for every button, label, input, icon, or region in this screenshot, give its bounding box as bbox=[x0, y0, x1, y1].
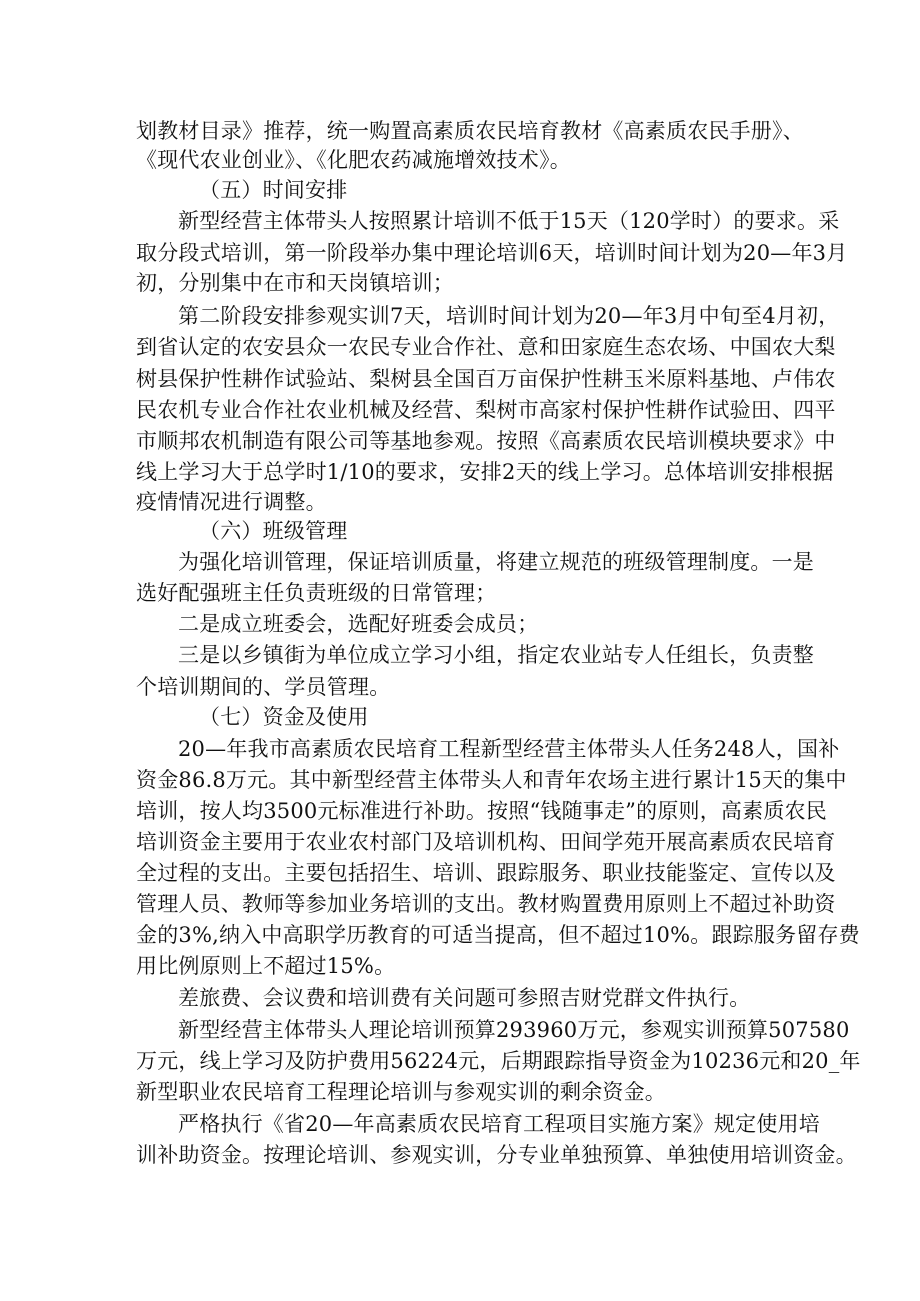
line-10: 民农机专业合作社农业机械及经营、梨树市高家村保护性耕作试验田、四平 bbox=[136, 398, 836, 422]
line-30: 新型经营主体带头人理论培训预算293960万元，参观实训预算507580 bbox=[178, 1018, 850, 1042]
line-13: 疫情情况进行调整。 bbox=[136, 490, 327, 514]
heading-time: （五）时间安排 bbox=[199, 178, 348, 202]
line-27: 金的3%,纳入中高职学历教育的可适当提高，但不超过10%。跟踪服务留存费 bbox=[136, 923, 860, 947]
line-2: 《现代农业创业》、《化肥农药减施增效技术》。 bbox=[136, 148, 571, 172]
line-33: 严格执行《省20—年高素质农民培育工程项目实施方案》规定使用培 bbox=[178, 1112, 820, 1136]
line-31: 万元，线上学习及防护费用56224元，后期跟踪指导资金为10236元和20_年 bbox=[136, 1049, 861, 1073]
line-4: 新型经营主体带头人按照累计培训不低于15天（120学时）的要求。采 bbox=[178, 209, 840, 233]
line-15: 为强化培训管理，保证培训质量，将建立规范的班级管理制度。一是 bbox=[178, 550, 814, 574]
line-5: 取分段式培训，第一阶段举办集中理论培训6天，培训时间计划为20—年3月 bbox=[136, 241, 848, 265]
line-17: 二是成立班委会，选配好班委会成员； bbox=[178, 612, 539, 636]
line-6: 初，分别集中在市和天岗镇培训； bbox=[136, 271, 454, 295]
line-34: 训补助资金。按理论培训、参观实训，分专业单独预算、单独使用培训资金。 bbox=[136, 1143, 857, 1167]
line-22: 资金86.8万元。其中新型经营主体带头人和青年农场主进行累计15天的集中 bbox=[136, 768, 847, 792]
line-24: 培训资金主要用于农业农村部门及培训机构、田间学苑开展高素质农民培育 bbox=[136, 830, 836, 854]
line-16: 选好配强班主任负责班级的日常管理； bbox=[136, 581, 497, 605]
line-11: 市顺邦农机制造有限公司等基地参观。按照《高素质农民培训模块要求》中 bbox=[136, 429, 836, 453]
heading-class: （六）班级管理 bbox=[199, 519, 348, 543]
line-23: 培训，按人均3500元标准进行补助。按照“钱随事走”的原则，高素质农民 bbox=[136, 799, 827, 823]
line-1: 划教材目录》推荐，统一购置高素质农民培育教材《高素质农民手册》、 bbox=[136, 119, 804, 143]
line-32: 新型职业农民培育工程理论培训与参观实训的剩余资金。 bbox=[136, 1080, 666, 1104]
line-25: 全过程的支出。主要包括招生、培训、跟踪服务、职业技能鉴定、宣传以及 bbox=[136, 861, 836, 885]
line-18: 三是以乡镇街为单位成立学习小组，指定农业站专人任组长，负责整 bbox=[178, 643, 814, 667]
line-9: 树县保护性耕作试验站、梨树县全国百万亩保护性耕玉米原料基地、卢伟农 bbox=[136, 367, 836, 391]
line-7: 第二阶段安排参观实训7天，培训时间计划为20—年3月中旬至4月初， bbox=[178, 304, 840, 328]
line-12: 线上学习大于总学时1/10的要求，安排2天的线上学习。总体培训安排根据 bbox=[136, 460, 834, 484]
line-26: 管理人员、教师等参加业务培训的支出。教材购置费用原则上不超过补助资 bbox=[136, 892, 836, 916]
line-8: 到省认定的农安县众一农民专业合作社、意和田家庭生态农场、中国农大梨 bbox=[136, 335, 836, 359]
line-21: 20—年我市高素质农民培育工程新型经营主体带头人任务248人，国补 bbox=[178, 737, 840, 761]
line-28: 用比例原则上不超过15%。 bbox=[136, 954, 396, 978]
heading-funds: （七）资金及使用 bbox=[199, 705, 369, 729]
line-19: 个培训期间的、学员管理。 bbox=[136, 675, 391, 699]
line-29: 差旅费、会议费和培训费有关问题可参照吉财党群文件执行。 bbox=[178, 986, 751, 1010]
